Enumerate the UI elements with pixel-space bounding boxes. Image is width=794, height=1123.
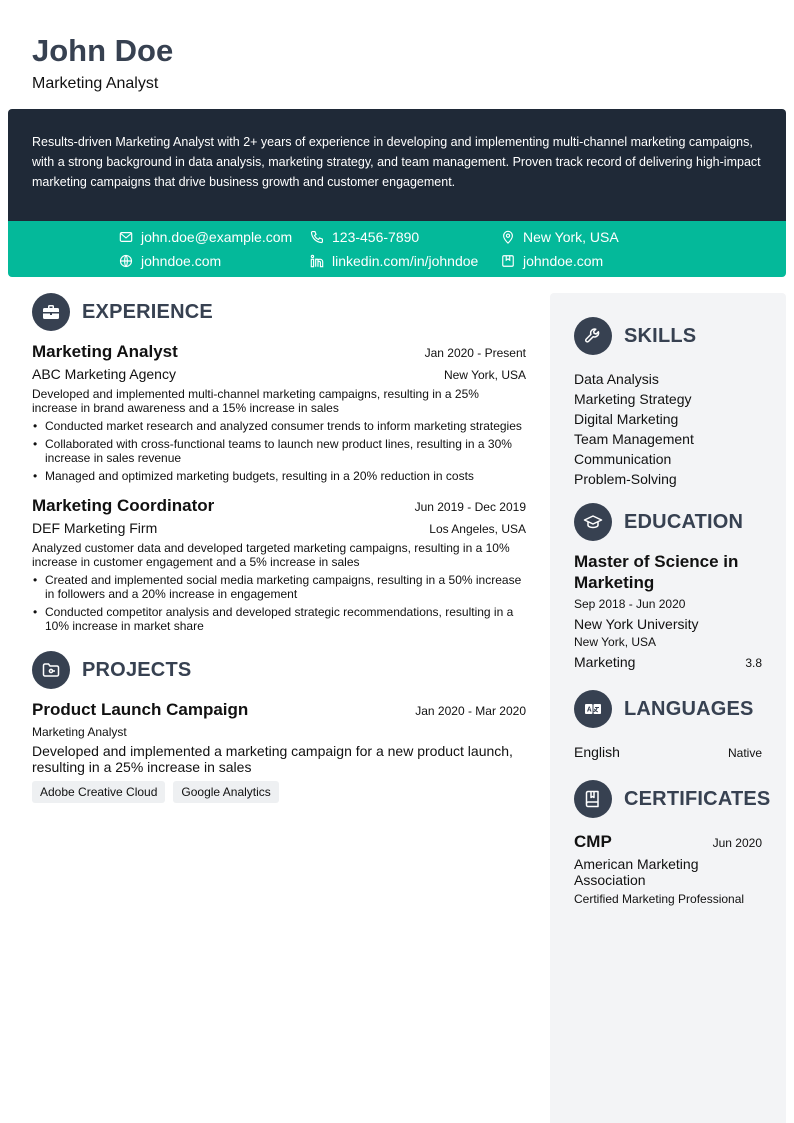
project-title: Product Launch Campaign (32, 700, 249, 719)
languages-heading: LANGUAGES (624, 697, 754, 720)
languages-section-header (574, 690, 762, 728)
contact-location (501, 227, 619, 247)
education-section (574, 503, 762, 672)
certificate-full-name: Certified Marketing Professional (574, 892, 745, 906)
skills-section-header (574, 317, 762, 355)
briefcase-icon (32, 293, 70, 331)
portfolio-icon (501, 254, 515, 268)
job-date: Jan 2020 - Present (424, 346, 526, 360)
job-title: Marketing Analyst (32, 342, 178, 361)
project-tags (32, 781, 526, 803)
job-bullets (32, 419, 526, 483)
experience-entry (32, 341, 526, 483)
portfolio-text: johndoe.com (523, 253, 604, 269)
certificates-heading: CERTIFICATES (624, 787, 771, 810)
education-gpa: 3.8 (745, 656, 762, 670)
contact-phone[interactable] (310, 227, 419, 247)
contact-website[interactable] (119, 251, 221, 271)
bullet-item: • Managed and optimized marketing budgets, resulting in a 20% reduction in costs (32, 469, 526, 483)
experience-entry (32, 495, 526, 633)
map-pin-icon (501, 230, 515, 244)
experience-section-header (32, 293, 526, 331)
certificates-section (574, 780, 771, 907)
job-company: DEF Marketing Firm (32, 520, 158, 536)
job-company: ABC Marketing Agency (32, 366, 176, 382)
certificates-section-header (574, 780, 771, 818)
job-date: Jun 2019 - Dec 2019 (414, 500, 526, 514)
main-column (32, 293, 526, 803)
certificate-name: CMP (574, 832, 612, 851)
education-heading: EDUCATION (624, 510, 744, 533)
linkedin-icon (310, 254, 324, 268)
mail-icon (119, 230, 133, 244)
resume-header (32, 32, 173, 94)
skill-item: Marketing Strategy (574, 391, 692, 407)
project-role: Marketing Analyst (32, 725, 127, 739)
project-date: Jan 2020 - Mar 2020 (415, 704, 526, 718)
email-text: john.doe@example.com (141, 229, 293, 245)
job-location: New York, USA (443, 368, 526, 382)
skill-item: Team Management (574, 431, 694, 447)
tag: Google Analytics (173, 781, 278, 803)
job-description: Analyzed customer data and developed targeted marketing campaigns, resulting in a 10% increase in customer engagement and a 5% increase in sales (32, 541, 510, 569)
bullet-item: • Conducted market research and analyzed consumer trends to inform marketing strategies (32, 419, 526, 433)
job-title: Marketing Coordinator (32, 496, 215, 515)
sidebar (550, 293, 786, 1123)
projects-section-header (32, 651, 526, 689)
project-description: Developed and implemented a marketing campaign for a new product launch, resulting in a 25% increase in sales (32, 743, 513, 775)
experience-heading: EXPERIENCE (82, 300, 213, 323)
contact-linkedin[interactable] (310, 251, 478, 271)
certificate-issuer: American Marketing Association (574, 856, 699, 888)
folder-icon (32, 651, 70, 689)
education-location: New York, USA (574, 635, 657, 649)
bullet-item: • Conducted competitor analysis and developed strategic recommendations, resulting in a 10% increase in market share (32, 605, 526, 633)
summary-text: Results-driven Marketing Analyst with 2+ years of experience in developing and implementing multi-channel marketing campaigns, with a strong background in data analysis, marketing strategy, and team management. Proven track record of delivering high-impact marketing campaigns that drive business growth and customer engagement. (32, 135, 761, 189)
bullet-item: • Collaborated with cross-functional teams to launch new product lines, resulting in a 30% increase in sales revenue (32, 437, 526, 465)
website-text: johndoe.com (141, 253, 222, 269)
certificate-date: Jun 2020 (712, 836, 762, 850)
skill-item: Digital Marketing (574, 411, 679, 427)
education-degree: Master of Science in Marketing (574, 552, 739, 592)
certificate-book-icon (574, 780, 612, 818)
education-school: New York University (574, 616, 699, 632)
education-field: Marketing (574, 654, 636, 670)
education-dates: Sep 2018 - Jun 2020 (574, 597, 686, 611)
skills-heading: SKILLS (624, 324, 697, 347)
contact-email[interactable] (119, 227, 292, 247)
languages-section (574, 690, 762, 762)
bullet-item: • Created and implemented social media marketing campaigns, resulting in a 50% increase in followers and a 20% increase in engagement (32, 573, 526, 601)
language-level: Native (727, 746, 762, 760)
linkedin-text: linkedin.com/in/johndoe (332, 253, 479, 269)
skill-item: Data Analysis (574, 371, 659, 387)
project-entry (32, 699, 526, 803)
job-bullets (32, 573, 526, 633)
skill-item: Problem-Solving (574, 471, 677, 487)
translate-icon (574, 690, 612, 728)
tag: Adobe Creative Cloud (32, 781, 165, 803)
candidate-title: Marketing Analyst (32, 75, 159, 92)
globe-icon (119, 254, 133, 268)
summary-box (8, 109, 786, 221)
job-location: Los Angeles, USA (429, 522, 526, 536)
candidate-name: John Doe (32, 33, 174, 68)
contact-portfolio[interactable] (501, 251, 603, 271)
phone-icon (310, 230, 324, 244)
projects-heading: PROJECTS (82, 658, 192, 681)
job-description: Developed and implemented multi-channel marketing campaigns, resulting in a 25% increase in brand awareness and a 15% increase in sales (32, 387, 479, 415)
skills-section (574, 317, 762, 489)
contact-bar (8, 221, 786, 277)
wrench-icon (574, 317, 612, 355)
graduation-cap-icon (574, 503, 612, 541)
skill-item: Communication (574, 451, 672, 467)
phone-text: 123-456-7890 (332, 229, 420, 245)
education-section-header (574, 503, 762, 541)
location-text: New York, USA (523, 229, 619, 245)
language-name: English (574, 744, 620, 760)
